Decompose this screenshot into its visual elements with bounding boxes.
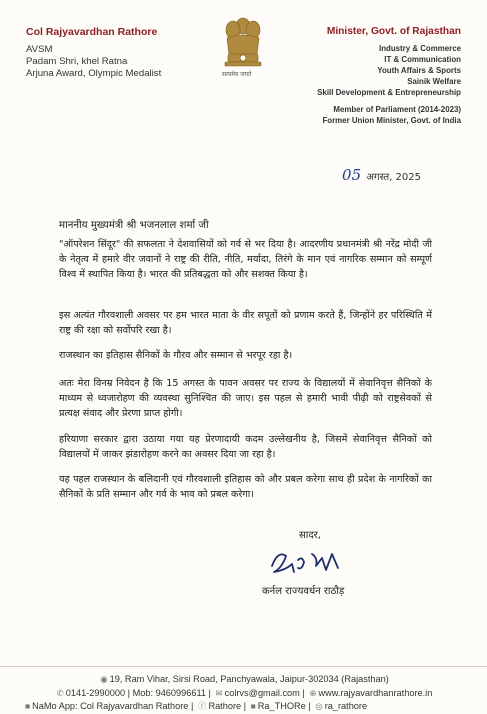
minister-title: Minister, Govt. of Rajasthan bbox=[326, 26, 461, 37]
body-paragraph: यह पहल राजस्थान के बलिदानी एवं गौरवशाली इतिहास को और प्रबल करेगा साथ ही प्रदेश के नागरिकों का सैनिकों के प्रति सम्मान और गर्व के भाव को प्रबल करेगा। bbox=[59, 474, 432, 500]
footer-instagram[interactable]: ra_rathore bbox=[324, 701, 368, 711]
body-paragraph: राजस्थान का इतिहास सैनिकों के गौरव और सम्मान से भरपूर रहा है। bbox=[59, 350, 293, 361]
letter-date bbox=[342, 166, 421, 184]
sender-honour: Arjuna Award, Olympic Medalist bbox=[26, 68, 162, 79]
sender-honour: AVSM bbox=[26, 44, 53, 55]
phone-icon: ✆ bbox=[56, 687, 64, 698]
instagram-icon: ◎ bbox=[315, 701, 323, 711]
parliament-line: Member of Parliament (2014-2023) bbox=[333, 105, 461, 114]
date-day: 05 bbox=[342, 166, 362, 184]
portfolio: Industry & Commerce bbox=[379, 44, 461, 53]
footer-website[interactable]: www.rajyavardhanrathore.in bbox=[318, 687, 433, 698]
body-paragraph: "ऑपरेशन सिंदूर" की सफलता ने देशवासियों को गर्व से भर दिया है। आदरणीय प्रधानमंत्री श्री नरेंद्र मोदी जी के नेतृत्व में हमारे वीर जवानों ने राष्ट्र की रीति, नीति, मर्यादा, तिरंगे के मान एवं नागरिक सम्मान को सम्पूर्ण विश्व में स्थापित किया है। भारत की प्रतिबद्धता को और सशक्त किया है। bbox=[59, 239, 432, 280]
closing: सादर, bbox=[299, 530, 321, 541]
portfolio: Youth Affairs & Sports bbox=[377, 66, 461, 75]
footer-email[interactable]: colrvs@gmail.com bbox=[224, 687, 300, 698]
footer-phone: 0141-2990000 bbox=[65, 687, 126, 698]
letterhead bbox=[0, 0, 487, 140]
body-paragraph: अतः मेरा विनम्र निवेदन है कि 15 अगस्त के पावन अवसर पर राज्य के विद्यालयों में सेवानिवृत्त सैनिकों के माध्यम से ध्वजारोहण की व्यवस्था सुनिश्चित की जाए। इस पहल से हमारी भावी पीढ़ी को राष्ट्रसेवकों से प्रत्यक्ष संवाद और प्रेरणा प्राप्त होगी। bbox=[59, 378, 432, 419]
sender-honour: Padam Shri, khel Ratna bbox=[26, 56, 128, 67]
footer bbox=[0, 666, 487, 714]
footer-mobile: 9460996611 bbox=[155, 687, 206, 698]
footer-mobile-label: Mob: bbox=[132, 687, 154, 698]
footer-address-row bbox=[0, 673, 487, 687]
globe-icon: ⊕ bbox=[309, 687, 317, 698]
footer-namo-app[interactable]: NaMo App: Col Rajyavardhan Rathore bbox=[32, 701, 189, 711]
date-month-year: अगस्त, 2025 bbox=[366, 172, 421, 183]
body-paragraph: हरियाणा सरकार द्वारा उठाया गया यह प्रेरणादायी कदम उल्लेखनीय है, जिसमें सेवानिवृत्त सैनिकों को विद्यालयों में जाकर झंडारोहण करने का अवसर दिया जा रहा है। bbox=[59, 434, 432, 460]
twitter-icon: ■ bbox=[250, 701, 256, 711]
footer-address: 19, Ram Vihar, Sirsi Road, Panchyawala, Jaipur-302034 (Rajasthan) bbox=[109, 674, 389, 684]
signatory-name: कर्नल राज्यवर्धन राठौड़ bbox=[262, 586, 345, 597]
portfolio: Skill Development & Entrepreneurship bbox=[317, 88, 461, 97]
letterhead-right bbox=[261, 26, 461, 126]
email-icon: ✉ bbox=[215, 687, 223, 698]
footer-facebook[interactable]: Rathore bbox=[208, 701, 242, 711]
namo-app-icon: ■ bbox=[25, 701, 31, 711]
letterhead-left bbox=[26, 20, 226, 80]
footer-twitter[interactable]: Ra_THORe bbox=[257, 701, 306, 711]
facebook-icon: ⓕ bbox=[197, 701, 207, 711]
footer-social-row: ■ NaMo App: Col Rajyavardhan Rathore | ⓕ Rathore | ■ Ra_THORe | ◎ ra_rathore bbox=[0, 700, 487, 714]
portfolio: IT & Communication bbox=[384, 55, 461, 64]
location-icon: ◉ bbox=[100, 674, 108, 684]
signature-icon bbox=[268, 544, 358, 578]
footer-contact-row: ✆ 0141-2990000 | Mob: 9460996611 | ✉ colrvs@gmail.com | ⊕ www.rajyavardhanrathore.in bbox=[0, 687, 487, 701]
parliament-line: Former Union Minister, Govt. of India bbox=[322, 116, 461, 125]
salutation: माननीय मुख्यमंत्री श्री भजनलाल शर्मा जी bbox=[59, 220, 209, 231]
emblem-motto: सत्यमेव जयते bbox=[222, 71, 252, 78]
body-paragraph: इस अत्यंत गौरवशाली अवसर पर हम भारत माता के वीर सपूतों को प्रणाम करते हैं, जिन्होंने हर परिस्थिति में राष्ट्र की रक्षा को सर्वोपरि रखा है। bbox=[59, 310, 432, 336]
portfolio: Sainik Welfare bbox=[407, 77, 461, 86]
sender-name: Col Rajyavardhan Rathore bbox=[26, 26, 158, 38]
